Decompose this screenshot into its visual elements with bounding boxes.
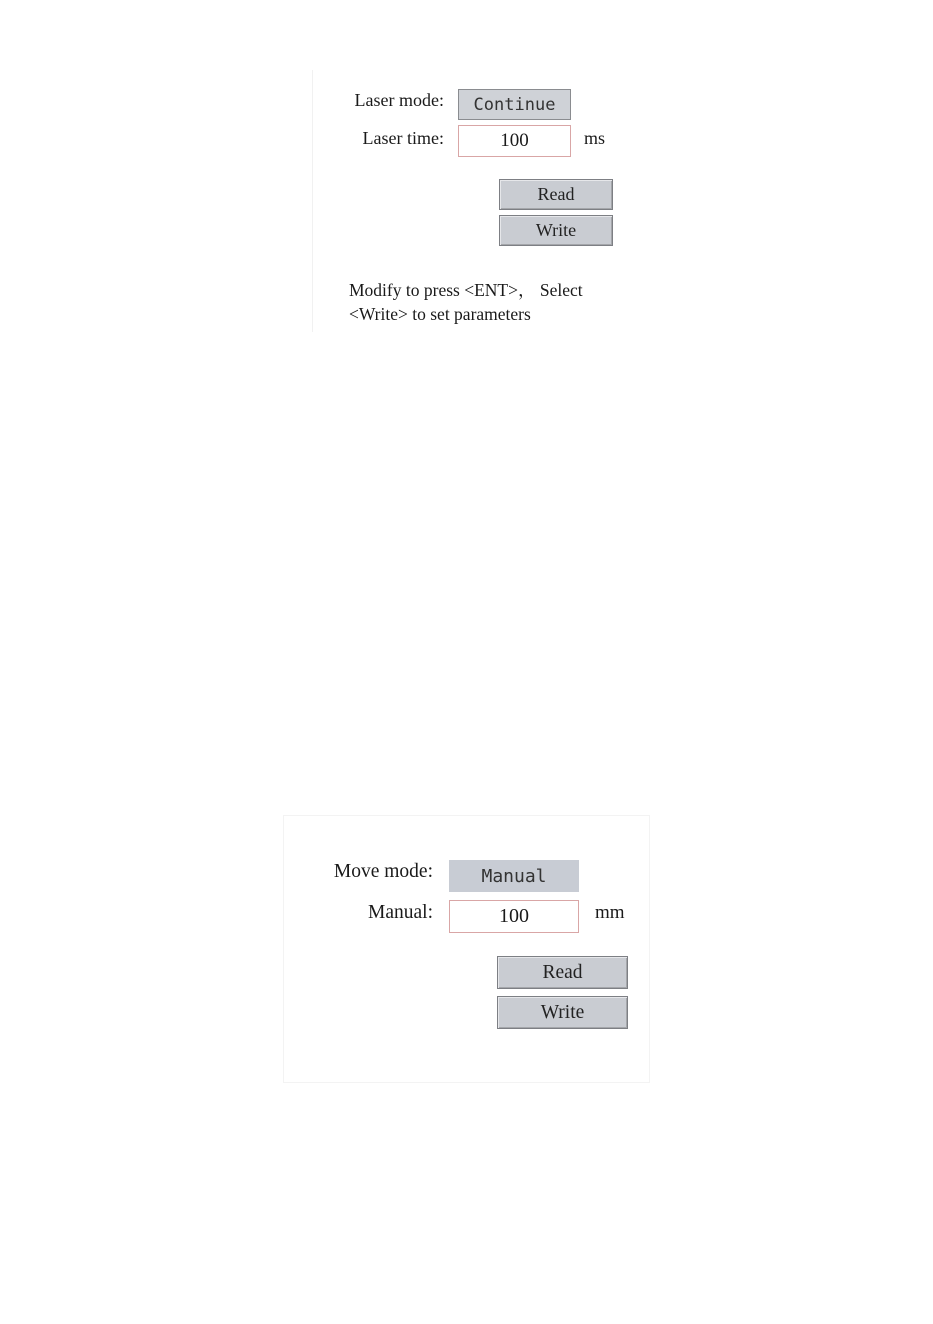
laser-read-button[interactable]: Read xyxy=(499,179,613,210)
laser-mode-selector[interactable]: Continue xyxy=(458,89,571,120)
move-mode-label: Move mode: xyxy=(333,861,433,882)
manual-label: Manual: xyxy=(368,902,433,923)
move-mode-selector[interactable]: Manual xyxy=(449,860,579,892)
laser-time-input[interactable]: 100 xyxy=(458,125,571,157)
manual-distance-input[interactable]: 100 xyxy=(449,900,579,933)
laser-time-unit: ms xyxy=(584,128,606,148)
laser-settings-panel xyxy=(312,70,622,332)
move-settings-panel xyxy=(283,815,650,1083)
laser-mode-label: Laser mode: xyxy=(354,90,444,110)
move-write-button[interactable]: Write xyxy=(497,996,628,1029)
hint-line-2: <Write> to set parameters xyxy=(349,304,531,324)
laser-write-button[interactable]: Write xyxy=(499,215,613,246)
move-read-button[interactable]: Read xyxy=(497,956,628,989)
manual-distance-unit: mm xyxy=(595,902,625,923)
laser-time-label: Laser time: xyxy=(362,128,444,148)
laser-hint-text xyxy=(349,278,583,326)
hint-line-1: Modify to press <ENT>， Select xyxy=(349,280,583,300)
